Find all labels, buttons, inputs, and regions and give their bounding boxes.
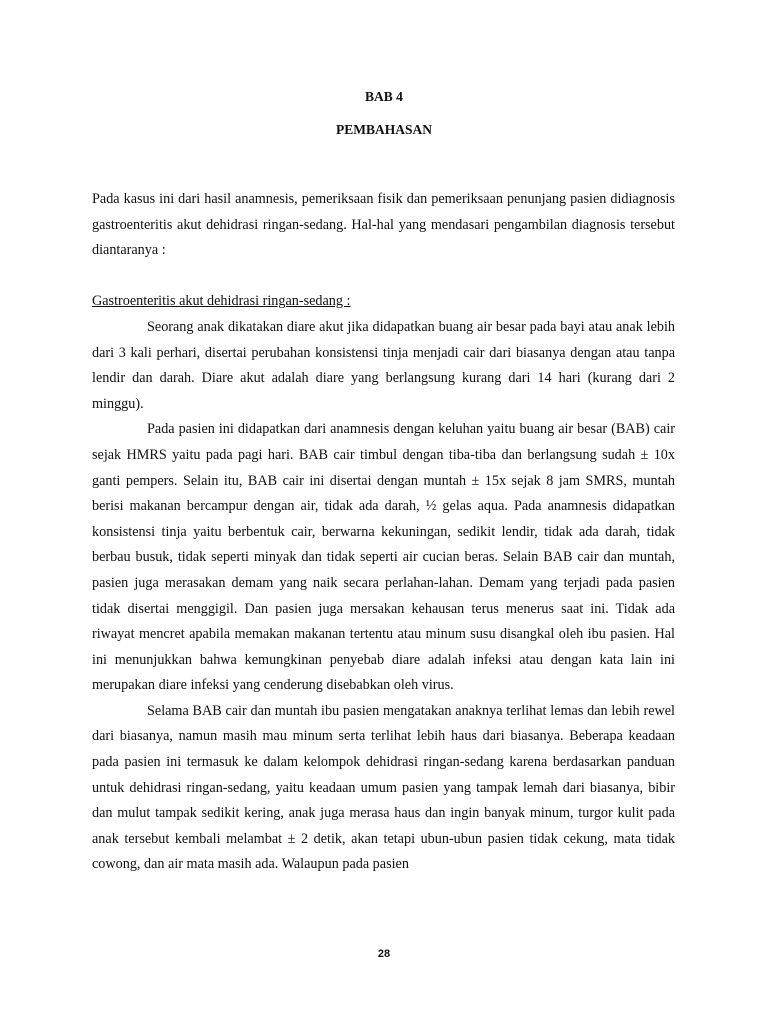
body-text bbox=[92, 187, 675, 878]
paragraph-dehydration: Selama BAB cair dan muntah ibu pasien mengatakan anaknya terlihat lemas dan lebih rewel dari biasanya, namun masih mau minum serta terlihat lebih haus dari biasanya. Beberapa keadaan pada pasien ini termasuk ke dalam kelompok dehidrasi ringan-sedang karena berdasarkan panduan untuk dehidrasi ringan-sedang, yaitu keadaan umum pasien yang tampak lemah dari biasanya, bibir dan mulut tampak sedikit kering, anak juga merasa haus dan ingin banyak minum, turgor kulit pada anak tersebut kembali melambat ± 2 detik, akan tetapi ubun-ubun pasien tidak cekung, mata tidak cowong, dan air mata masih ada. Walaupun pada pasien bbox=[92, 702, 675, 873]
paragraph-definition: Seorang anak dikatakan diare akut jika didapatkan buang air besar pada bayi atau anak lebih dari 3 kali perhari, disertai perubahan konsistensi tinja menjadi cair dari biasanya dengan atau tanpa lendir dan darah. Diare akut adalah diare yang berlangsung kurang dari 14 hari (kurang dari 2 minggu). bbox=[92, 318, 675, 412]
chapter-number: BAB 4 bbox=[365, 89, 403, 104]
page-number: 28 bbox=[377, 948, 391, 960]
paragraph-anamnesis: Pada pasien ini didapatkan dari anamnesis dengan keluhan yaitu buang air besar (BAB) cair sejak HMRS yaitu pada pagi hari. BAB cair timbul dengan tiba-tiba dan berlangsung sudah ± 10x ganti pempers. Selain itu, BAB cair ini disertai dengan muntah ± 15x sejak 8 jam SMRS, muntah berisi makanan bercampur dengan air, tidak ada darah, ½ gelas aqua. Pada anamnesis didapatkan konsistensi tinja yaitu berbentuk cair, berwarna kekuningan, sedikit lendir, tidak ada darah, tidak berbau busuk, tidak seperti minyak dan tidak seperti air cucian beras. Selain BAB cair dan muntah, pasien juga merasakan demam yang naik secara perlahan-lahan. Demam yang terjadi pada pasien tidak disertai menggigil. Dan pasien juga mersakan kehausan terus menerus saat ini. Tidak ada riwayat mencret apabila memakan makanan tertentu atau minum susu disangkal oleh ibu pasien. Hal ini menunjukkan bahwa kemungkinan penyebab diare adalah infeksi atau dengan kata lain ini merupakan diare infeksi yang cenderung disebabkan oleh virus. bbox=[92, 421, 675, 694]
paragraph-gap bbox=[92, 264, 675, 290]
intro-paragraph: Pada kasus ini dari hasil anamnesis, pemeriksaan fisik dan pemeriksaan penunjang pasien didiagnosis gastroenteritis akut dehidrasi ringan-sedang. Hal-hal yang mendasari pengambilan diagnosis tersebut diantaranya : bbox=[92, 191, 675, 259]
section-heading: Gastroenteritis akut dehidrasi ringan-sedang : bbox=[92, 293, 351, 310]
chapter-title: PEMBAHASAN bbox=[335, 122, 432, 137]
